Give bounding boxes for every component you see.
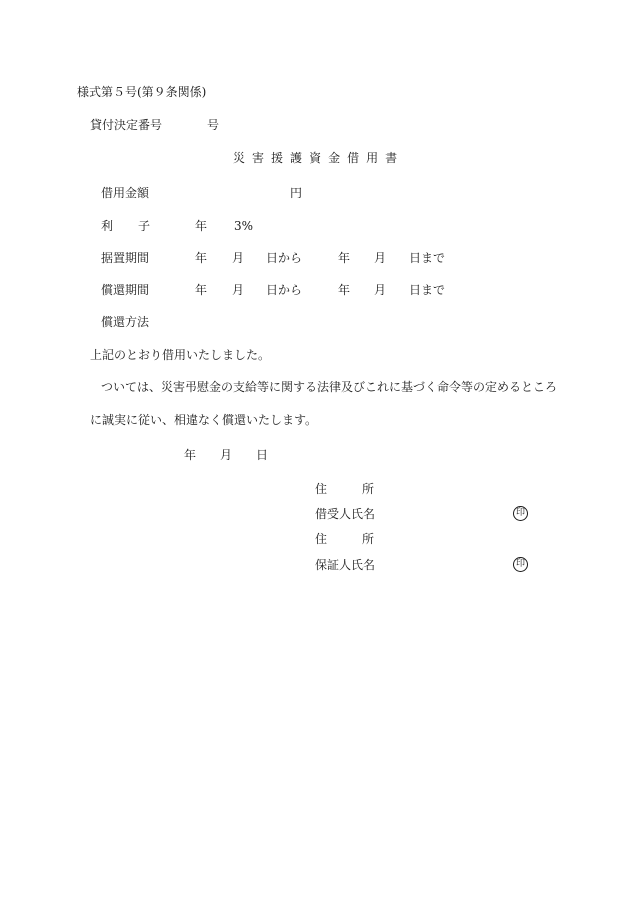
date-year: 年 (184, 448, 197, 462)
title-char: 書 (385, 151, 399, 165)
repayment-period-label: 償還期間 (101, 283, 150, 297)
deferment-day-from: 日から (266, 251, 303, 265)
deferment-year: 年 (195, 251, 208, 265)
title-char: 援 (271, 151, 285, 165)
date-month: 月 (220, 448, 233, 462)
deferment-day-to: 日まで (409, 251, 446, 265)
decision-number-label: 貸付決定番号 (90, 118, 163, 132)
deferment-month-2: 月 (374, 251, 387, 265)
borrower-seal-icon: 印 (513, 506, 528, 521)
borrower-address-char-1: 住 (315, 482, 328, 496)
interest-label-char-2: 子 (138, 219, 151, 233)
title-char: 借 (347, 151, 361, 165)
title-char: 害 (252, 151, 266, 165)
borrower-name-label: 借受人氏名 (315, 507, 376, 521)
guarantor-name-label: 保証人氏名 (315, 558, 376, 572)
repayment-year-2: 年 (338, 283, 351, 297)
loan-amount-unit: 円 (290, 186, 303, 200)
title-char: 資 (309, 151, 323, 165)
guarantor-address-char-2: 所 (362, 532, 375, 546)
statement-borrowed: 上記のとおり借用いたしました。 (90, 348, 271, 362)
deferment-period-label: 据置期間 (101, 251, 150, 265)
title-char: 用 (366, 151, 380, 165)
title-char: 金 (328, 151, 342, 165)
repayment-day-to: 日まで (409, 283, 446, 297)
interest-rate: 3% (234, 219, 254, 233)
document-title (233, 151, 404, 165)
title-char: 護 (290, 151, 304, 165)
date-day: 日 (256, 448, 269, 462)
statement-repayment-line-2: に誠実に従い、相違なく償還いたします。 (90, 413, 318, 427)
interest-label-char-1: 利 (101, 219, 114, 233)
decision-number-suffix: 号 (207, 118, 220, 132)
guarantor-seal-icon: 印 (513, 557, 528, 572)
repayment-month: 月 (232, 283, 245, 297)
repayment-month-2: 月 (374, 283, 387, 297)
loan-amount-label: 借用金額 (101, 186, 150, 200)
title-char: 災 (233, 151, 247, 165)
borrower-address-char-2: 所 (362, 482, 375, 496)
repayment-day-from: 日から (266, 283, 303, 297)
deferment-year-2: 年 (338, 251, 351, 265)
repayment-method-label: 償還方法 (101, 315, 150, 329)
interest-year: 年 (195, 219, 208, 233)
deferment-month: 月 (232, 251, 245, 265)
repayment-year: 年 (195, 283, 208, 297)
guarantor-address-char-1: 住 (315, 532, 328, 546)
form-header: 様式第５号(第９条関係) (77, 85, 207, 99)
statement-repayment-line-1: ついては、災害弔慰金の支給等に関する法律及びこれに基づく命令等の定めるところ (101, 380, 558, 394)
